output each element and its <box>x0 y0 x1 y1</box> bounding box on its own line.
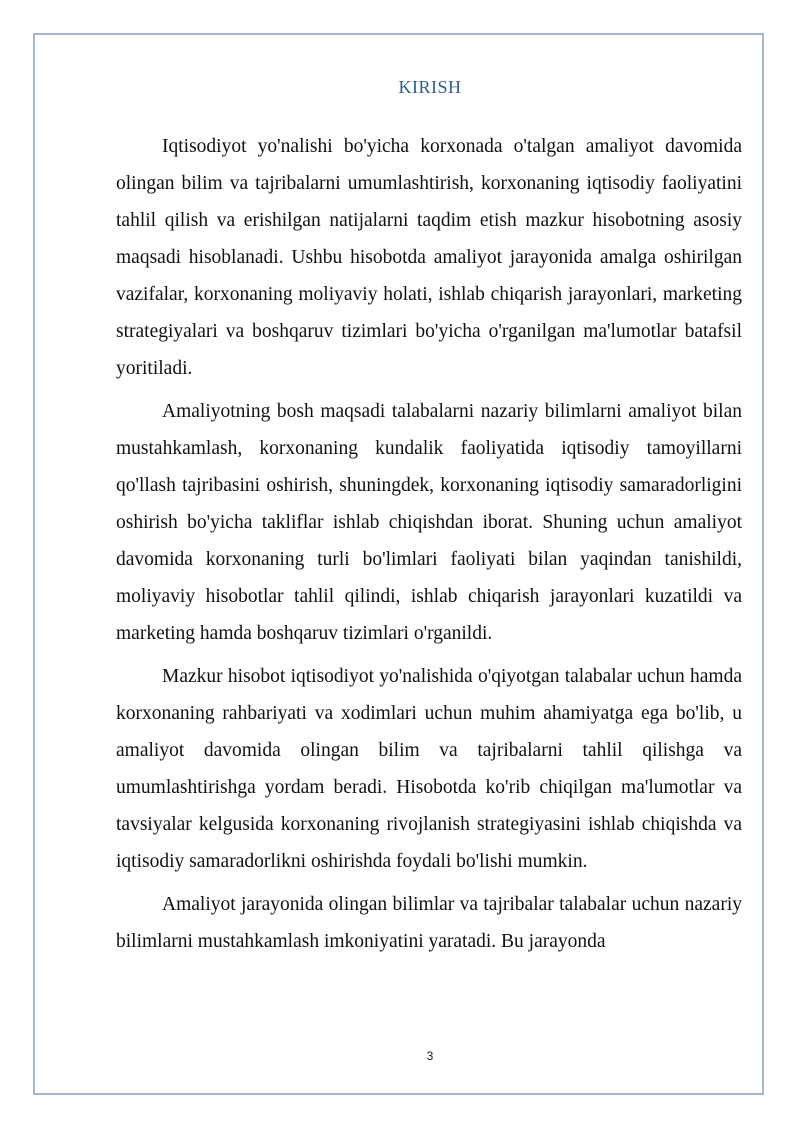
paragraph: Amaliyotning bosh maqsadi talabalarni nazariy bilimlarni amaliyot bilan mustahkamlash, korxonaning kundalik faoliyatida iqtisodiy tamoyillarni qo'llash tajribasini oshirish, shuningdek, korxonaning iqtisodiy samaradorligini oshirish bo'yicha takliflar ishlab chiqishdan iborat. Shuning uchun amaliyot davomida korxonaning turli bo'limlari faoliyati bilan yaqindan tanishildi, moliyaviy hisobotlar tahlil qilindi, ishlab chiqarish jarayonlari kuzatildi va marketing hamda boshqaruv tizimlari o'rganildi. <box>116 401 742 644</box>
section-title: KIRISH <box>398 77 462 97</box>
paragraph: Iqtisodiyot yo'nalishi bo'yicha korxonada o'talgan amaliyot davomida olingan bilim va tajribalarni umumlashtirish, korxonaning iqtisodiy faoliyatini tahlil qilish va erishilgan natijalarni taqdim etish mazkur hisobotning asosiy maqsadi hisoblanadi. Ushbu hisobotda amaliyot jarayonida amalga oshirilgan vazifalar, korxonaning moliyaviy holati, ishlab chiqarish jarayonlari, marketing strategiyalari va boshqaruv tizimlari bo'yicha o'rganilgan ma'lumotlar batafsil yoritiladi. <box>116 136 742 379</box>
body-text <box>116 128 742 966</box>
page-number: 3 <box>426 1049 434 1063</box>
paragraph: Amaliyot jarayonida olingan bilimlar va tajribalar talabalar uchun nazariy bilimlarni mustahkamlash imkoniyatini yaratadi. Bu jarayonda <box>116 894 742 952</box>
paragraph: Mazkur hisobot iqtisodiyot yo'nalishida o'qiyotgan talabalar uchun hamda korxonaning rahbariyati va xodimlari uchun muhim ahamiyatga ega bo'lib, u amaliyot davomida olingan bilim va tajribalarni tahlil qilishga va umumlashtirishga yordam beradi. Hisobotda ko'rib chiqilgan ma'lumotlar va tavsiyalar kelgusida korxonaning rivojlanish strategiyasini ishlab chiqishda va iqtisodiy samaradorlikni oshirishda foydali bo'lishi mumkin. <box>116 666 742 872</box>
